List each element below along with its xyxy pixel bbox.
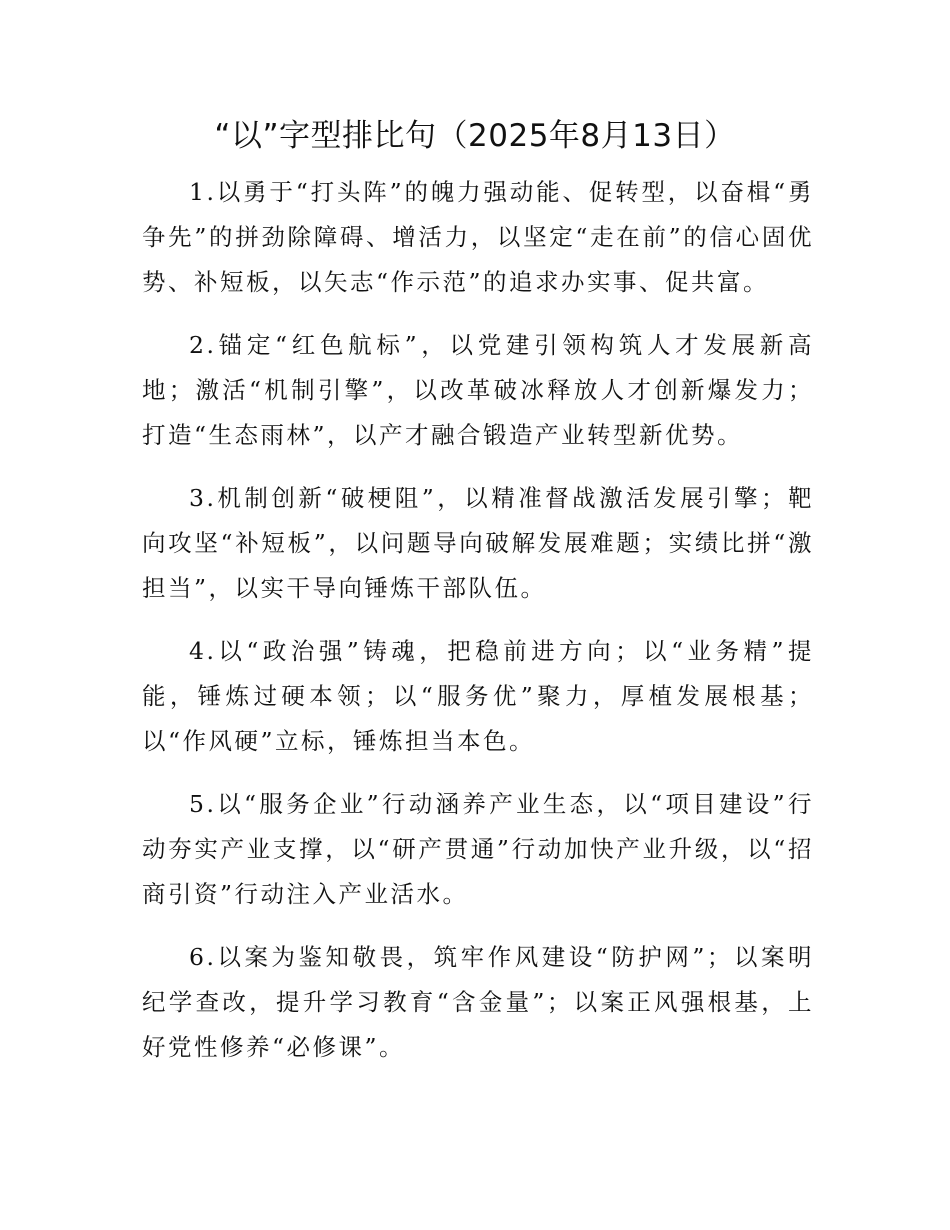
- document-body: [142, 170, 814, 1088]
- paragraph-4: 4.以“政治强”铸魂，把稳前进方向；以“业务精”提能，锤炼过硬本领；以“服务优”聚力，厚植发展根基；以“作风硬”立标，锤炼担当本色。: [142, 637, 814, 755]
- paragraph-6: 6.以案为鉴知敬畏，筑牢作风建设“防护网”；以案明纪学查改，提升学习教育“含金量”；以案正风强根基，上好党性修养“必修课”。: [142, 943, 814, 1061]
- paragraph-1: 1.以勇于“打头阵”的魄力强动能、促转型，以奋楫“勇争先”的拼劲除障碍、增活力，以坚定“走在前”的信心固优势、补短板，以矢志“作示范”的追求办实事、促共富。: [142, 178, 814, 296]
- paragraph-5: 5.以“服务企业”行动涵养产业生态，以“项目建设”行动夯实产业支撑，以“研产贯通”行动加快产业升级，以“招商引资”行动注入产业活水。: [142, 790, 814, 908]
- document-title: “以”字型排比句（2025年8月13日）: [214, 118, 736, 154]
- paragraph-2: 2.锚定“红色航标”，以党建引领构筑人才发展新高地；激活“机制引擎”，以改革破冰释放人才创新爆发力；打造“生态雨林”，以产才融合锻造产业转型新优势。: [142, 331, 814, 449]
- paragraph-3: 3.机制创新“破梗阻”，以精准督战激活发展引擎；靶向攻坚“补短板”，以问题导向破解发展难题；实绩比拼“激担当”，以实干导向锤炼干部队伍。: [142, 484, 814, 602]
